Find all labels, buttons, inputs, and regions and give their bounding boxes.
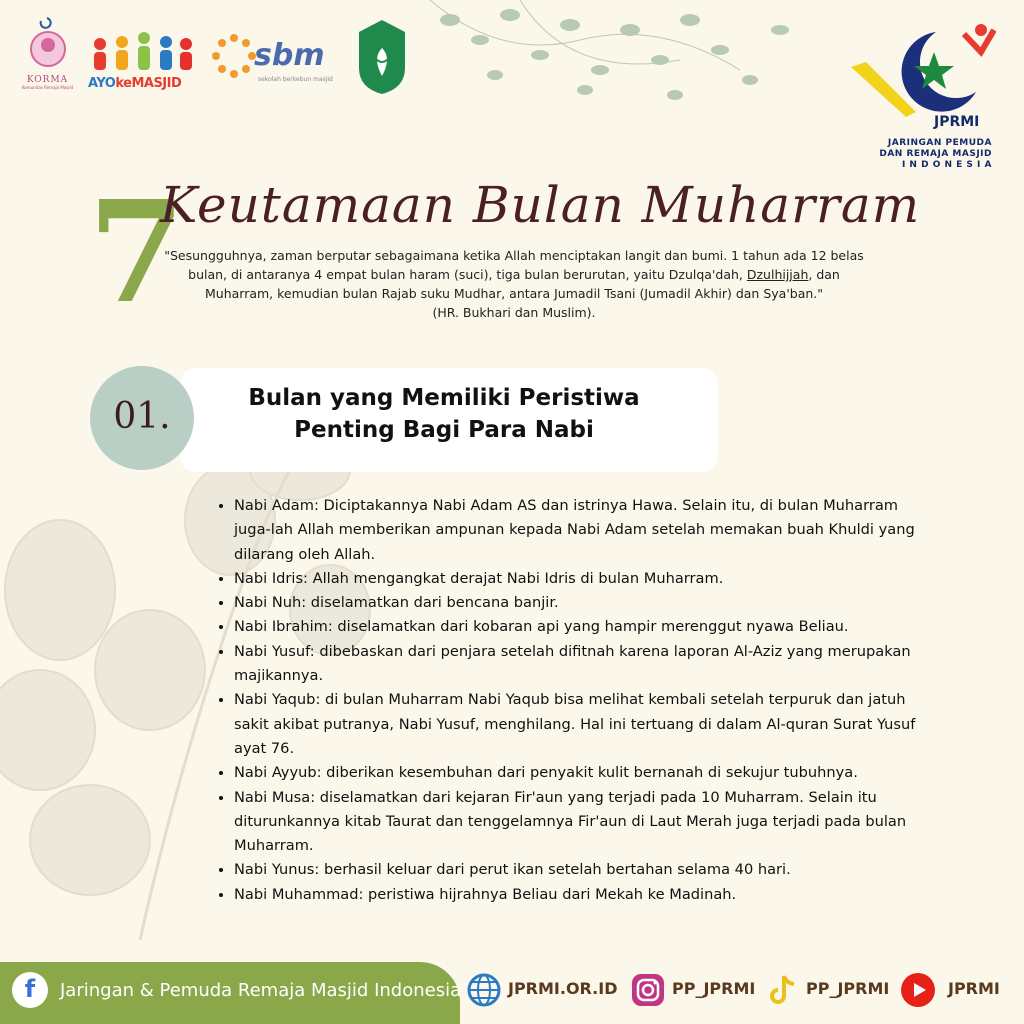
section-number-circle — [90, 366, 194, 470]
list-item: • Nabi Yusuf: dibebaskan dari penjara setelah difitnah karena laporan Al-Aziz yang merupakan majikannya. — [234, 640, 924, 689]
globe-icon[interactable] — [466, 972, 502, 1008]
people-icon — [88, 30, 196, 76]
heading-line1: Bulan yang Memiliki Peristiwa — [248, 385, 640, 411]
jprmi-desc-line2: DAN REMAJA MASJID — [879, 149, 992, 159]
section-number: 01. — [113, 396, 171, 437]
facebook-icon[interactable] — [12, 972, 48, 1008]
heading-line2: Penting Bagi Para Nabi — [294, 417, 594, 443]
quote-underlined: Dzulhijjah — [746, 267, 809, 282]
vine-decoration — [420, 0, 820, 110]
list-item: • Nabi Muhammad: peristiwa hijrahnya Beliau dari Mekah ke Madinah. — [234, 883, 924, 907]
tiktok-link[interactable]: PP_JPRMI — [806, 979, 890, 998]
website-link[interactable]: JPRMI.OR.ID — [508, 979, 618, 998]
jprmi-description — [846, 138, 992, 171]
korma-logo — [20, 15, 75, 105]
remaja-masjid-berkebun-logo — [357, 18, 407, 96]
youtube-icon[interactable] — [900, 972, 936, 1008]
instagram-link[interactable]: PP_JPRMI — [672, 979, 756, 998]
sbm-tagline: sekolah berkebun masjid — [258, 76, 333, 83]
sbm-logo — [212, 34, 342, 94]
sbm-ring-icon — [212, 34, 256, 78]
hadith-quote — [164, 246, 864, 322]
jprmi-desc-line1: JARINGAN PEMUDA — [887, 138, 992, 148]
korma-emblem-icon — [28, 15, 68, 71]
jprmi-crescent-star-icon — [846, 22, 996, 117]
list-item: • Nabi Musa: diselamatkan dari kejaran Fir'aun yang terjadi pada 10 Muharram. Selain itu diturunkannya kitab Taurat dan tenggelamnya Fir'aun di Laut Merah juga terjadi pada bulan Muharram. — [234, 786, 924, 859]
list-item: • Nabi Yaqub: di bulan Muharram Nabi Yaqub bisa melihat kembali setelah terpuruk dan jatuh sakit akibat putranya, Nabi Yusuf, menghilang. Hal ini tertuang di dalam Al-quran Surat Yusuf ayat 76. — [234, 688, 924, 761]
list-item: • Nabi Yunus: berhasil keluar dari perut ikan setelah bertahan selama 40 hari. — [234, 858, 924, 882]
korma-subtitle: Komunitas Remaja Masjid — [21, 85, 74, 90]
list-item: • Nabi Ayyub: diberikan kesembuhan dari penyakit kulit bernanah di sekujur tubuhnya. — [234, 761, 924, 785]
ayo-ke-masjid-text — [88, 76, 181, 91]
ayo-text-part1: AYO — [88, 76, 116, 91]
tiktok-icon[interactable] — [764, 972, 800, 1008]
list-item: • Nabi Ibrahim: diselamatkan dari kobaran api yang hampir merenggut nyawa Beliau. — [234, 615, 924, 639]
ayo-text-part2: keMASJID — [115, 76, 182, 91]
sbm-name: sbm — [254, 38, 325, 73]
jprmi-name: JPRMI — [934, 114, 980, 130]
instagram-icon[interactable] — [630, 972, 666, 1008]
list-item: • Nabi Idris: Allah mengangkat derajat Nabi Idris di bulan Muharram. — [234, 567, 924, 591]
facebook-page-link[interactable]: Jaringan & Pemuda Remaja Masjid Indonesia — [60, 980, 462, 1001]
jprmi-desc-line3: I N D O N E S I A — [901, 160, 992, 170]
rmb-shield-icon — [357, 18, 407, 96]
korma-name: KORMA — [26, 75, 69, 85]
quote-part2: , dan Muharram, kemudian bulan Rajab suku Mudhar, antara Jumadil Tsani (Jumadil Akhir) dan Sya'ban." — [205, 267, 840, 301]
youtube-link[interactable]: JPRMI — [948, 979, 1000, 998]
title-number: 7 — [88, 171, 186, 335]
quote-part1: "Sesungguhnya, zaman berputar sebagaimana ketika Allah menciptakan langit dan bumi. 1 tahun ada 12 belas bulan, di antaranya 4 empat bulan haram (suci), tiga bulan berurutan, yaitu Dzulqa'dah, — [164, 248, 864, 282]
section-heading — [196, 382, 692, 446]
list-item: • Nabi Nuh: diselamatkan dari bencana banjir. — [234, 591, 924, 615]
page-title: Keutamaan Bulan Muharram — [160, 176, 921, 234]
quote-source: (HR. Bukhari dan Muslim). — [432, 305, 596, 320]
jprmi-logo — [846, 22, 996, 172]
prophets-list — [212, 494, 924, 907]
facebook-glyph: f — [24, 975, 36, 1003]
ayo-ke-masjid-logo — [88, 30, 196, 96]
list-item: • Nabi Adam: Diciptakannya Nabi Adam AS dan istrinya Hawa. Selain itu, di bulan Muharram juga-lah Allah memberikan ampunan kepada Nabi Adam setelah memakan buah Khuldi yang dilarang oleh Allah. — [234, 494, 924, 567]
